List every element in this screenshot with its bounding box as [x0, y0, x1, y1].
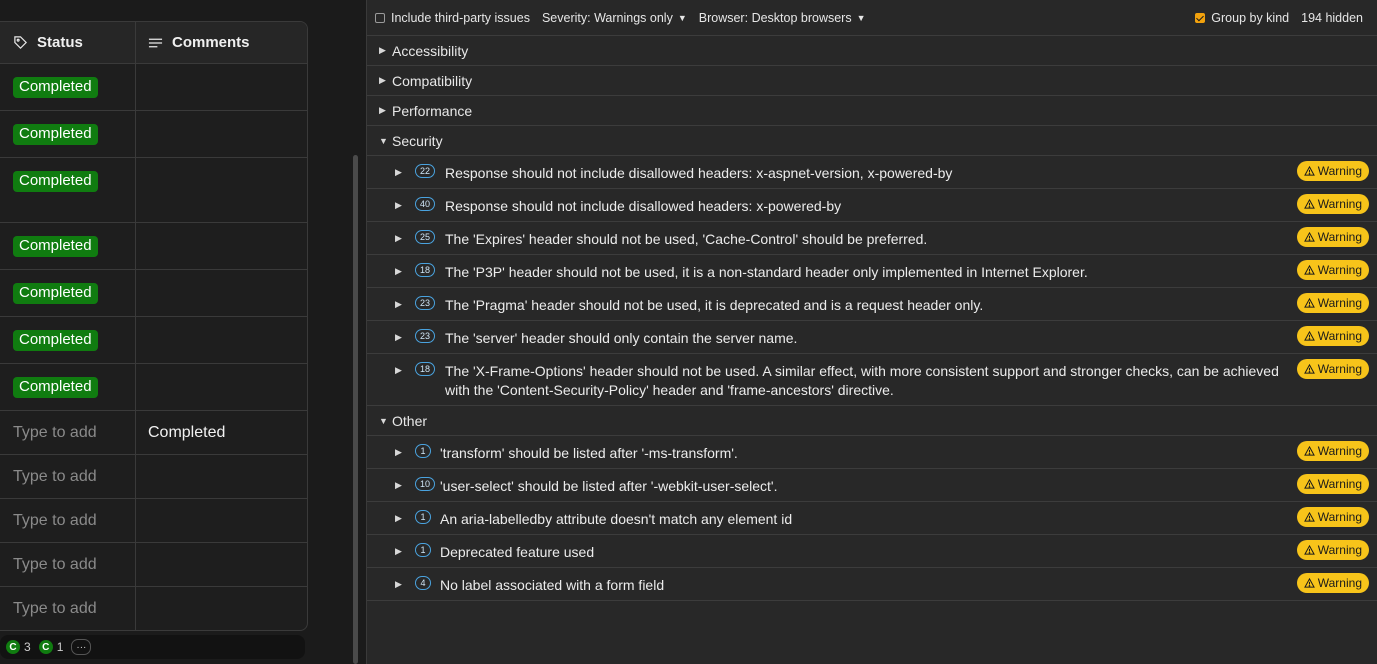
severity-dropdown[interactable] [542, 11, 687, 25]
issue-count-badge: 23 [415, 329, 435, 343]
group-label: Other [392, 412, 428, 429]
issue-count-badge: 23 [415, 296, 435, 310]
issue-count-badge: 4 [415, 576, 431, 590]
warning-label: Warning [1317, 444, 1362, 458]
issue-row[interactable] [367, 288, 1377, 321]
issue-title: The 'Expires' header should not be used, 'Cache-Control' should be preferred. [445, 231, 928, 247]
issue-row[interactable] [367, 436, 1377, 469]
comment-cell[interactable] [136, 111, 307, 157]
status-placeholder: Type to add [13, 600, 97, 617]
warning-icon [1304, 298, 1315, 308]
severity-label: Severity: [541, 10, 591, 25]
status-cell[interactable] [0, 317, 136, 363]
other-issues-list [367, 436, 1377, 601]
group-label: Accessibility [392, 42, 469, 59]
warning-label: Warning [1317, 164, 1362, 178]
status-cell[interactable] [0, 455, 136, 498]
comments-column-header[interactable] [136, 22, 307, 63]
issue-count-badge: 25 [415, 230, 435, 244]
table-row [0, 455, 307, 499]
toolbar-right [1195, 0, 1363, 36]
warning-label: Warning [1317, 510, 1362, 524]
warning-label: Warning [1317, 296, 1362, 310]
warning-label: Warning [1317, 362, 1362, 376]
issue-row[interactable] [367, 222, 1377, 255]
expand-arrow-icon[interactable]: ▶ [395, 167, 402, 177]
warning-icon [1304, 364, 1315, 374]
status-pill[interactable]: Completed [13, 124, 98, 145]
include-third-party-toggle[interactable] [375, 11, 530, 25]
expand-arrow-icon[interactable]: ▶ [395, 447, 402, 457]
comment-cell[interactable] [136, 499, 307, 542]
warning-icon [1304, 512, 1315, 522]
issue-row[interactable] [367, 502, 1377, 535]
expand-arrow-icon: ▶ [379, 75, 386, 85]
expand-arrow-icon[interactable]: ▶ [395, 233, 402, 243]
issues-pane [367, 0, 1377, 664]
group-compatibility[interactable] [367, 66, 1377, 96]
table-row [0, 158, 307, 223]
caret-down-icon: ▼ [677, 12, 687, 23]
status-pill[interactable]: Completed [13, 330, 98, 351]
warning-icon [1304, 446, 1315, 456]
warning-icon [1304, 331, 1315, 341]
status-cell[interactable] [0, 111, 136, 157]
comment-cell[interactable] [136, 317, 307, 363]
status-pill[interactable]: Completed [13, 77, 98, 98]
issue-row[interactable] [367, 156, 1377, 189]
collapse-arrow-icon: ▼ [379, 135, 388, 146]
status-pill[interactable]: Completed [13, 236, 98, 257]
status-header-label: Status [37, 34, 83, 51]
browser-dropdown[interactable] [699, 11, 866, 25]
table-row [0, 411, 307, 455]
comment-cell[interactable] [136, 223, 307, 269]
table-row [0, 317, 307, 364]
completed-count: 3 [24, 640, 31, 654]
expand-arrow-icon[interactable]: ▶ [395, 579, 402, 589]
table-row [0, 543, 307, 587]
table-row [0, 270, 307, 317]
status-cell[interactable] [0, 499, 136, 542]
comment-cell[interactable] [136, 364, 307, 410]
comment-cell[interactable] [136, 587, 307, 631]
status-pill[interactable]: Completed [13, 171, 98, 192]
issue-row[interactable] [367, 568, 1377, 601]
issue-title: Deprecated feature used [440, 544, 595, 560]
expand-arrow-icon[interactable]: ▶ [395, 332, 402, 342]
group-performance[interactable] [367, 96, 1377, 126]
browser-value: Desktop browsers [751, 10, 852, 25]
issue-row[interactable] [367, 189, 1377, 222]
issue-count-badge: 22 [415, 164, 435, 178]
issue-title: An aria-labelledby attribute doesn't match any element id [440, 511, 793, 527]
group-security[interactable] [367, 126, 1377, 156]
expand-arrow-icon: ▶ [379, 45, 386, 55]
tracker-pane [0, 0, 358, 664]
expand-arrow-icon[interactable]: ▶ [395, 299, 402, 309]
status-placeholder: Type to add [13, 468, 97, 485]
warning-badge [1297, 194, 1369, 214]
warning-label: Warning [1317, 197, 1362, 211]
completed-count-badge[interactable] [6, 640, 31, 654]
group-other[interactable] [367, 406, 1377, 436]
expand-arrow-icon: ▶ [379, 105, 386, 115]
status-placeholder: Type to add [13, 512, 97, 529]
browser-label: Browser: [698, 10, 749, 25]
comment-cell[interactable] [136, 411, 307, 454]
expand-arrow-icon[interactable]: ▶ [395, 266, 402, 276]
status-column-header[interactable] [0, 22, 136, 63]
status-cell[interactable] [0, 270, 136, 316]
warning-label: Warning [1317, 263, 1362, 277]
table-row [0, 499, 307, 543]
issue-title: Response should not include disallowed headers: x-powered-by [445, 198, 842, 214]
tag-icon [13, 35, 28, 50]
issues-toolbar [367, 0, 1377, 36]
warning-icon [1304, 578, 1315, 588]
third-party-checkbox[interactable] [375, 13, 385, 23]
status-cell[interactable] [0, 223, 136, 269]
issue-title: No label associated with a form field [440, 577, 665, 593]
warning-badge [1297, 540, 1369, 560]
expand-arrow-icon[interactable]: ▶ [395, 546, 402, 556]
issue-title: The 'X-Frame-Options' header should not be used. A similar effect, with more consistent support and stronger checks, can be achieved with the 'Content-Security-Policy' header and 'frame-ancestors' directive. [445, 363, 1279, 398]
status-cell[interactable] [0, 364, 136, 410]
status-cell[interactable] [0, 587, 136, 631]
comment-cell[interactable] [136, 158, 307, 222]
vertical-scrollbar[interactable] [353, 155, 358, 664]
table-header [0, 22, 307, 64]
issue-count-badge: 40 [415, 197, 435, 211]
table-row [0, 111, 307, 158]
warning-icon [1304, 265, 1315, 275]
table-row [0, 223, 307, 270]
warning-label: Warning [1317, 477, 1362, 491]
issue-count-badge: 1 [415, 444, 431, 458]
status-cell[interactable] [0, 64, 136, 110]
issue-row[interactable] [367, 469, 1377, 502]
issue-count-badge: 1 [415, 510, 431, 524]
completed-initial: C [6, 640, 20, 654]
status-cell[interactable] [0, 411, 136, 454]
status-pill[interactable]: Completed [13, 377, 98, 398]
comment-cell[interactable] [136, 270, 307, 316]
issue-count-badge: 1 [415, 543, 431, 557]
status-cell[interactable] [0, 543, 136, 586]
collapse-arrow-icon: ▼ [379, 415, 388, 426]
warning-label: Warning [1317, 329, 1362, 343]
warning-badge [1297, 573, 1369, 593]
table-row [0, 64, 307, 111]
warning-badge [1297, 293, 1369, 313]
comment-count: 1 [56, 640, 64, 654]
expand-arrow-icon[interactable]: ▶ [395, 513, 402, 523]
warning-label: Warning [1317, 543, 1362, 557]
warning-label: Warning [1317, 230, 1362, 244]
table-row [0, 587, 307, 631]
warning-icon [1304, 479, 1315, 489]
comments-header-label: Comments [172, 34, 250, 51]
security-issues-list [367, 156, 1377, 406]
group-accessibility[interactable] [367, 36, 1377, 66]
hidden-count: 194 hidden [1301, 11, 1363, 25]
issue-title: 'user-select' should be listed after '-webkit-user-select'. [440, 478, 778, 494]
comment-cell[interactable] [136, 543, 307, 586]
warning-badge [1297, 359, 1369, 379]
issue-row[interactable] [367, 354, 1377, 406]
issue-count-badge: 18 [415, 362, 435, 376]
third-party-label: Include third-party issues [391, 10, 530, 25]
group-by-kind-toggle[interactable] [1195, 11, 1289, 25]
group-label: Performance [392, 102, 473, 119]
issue-row[interactable] [367, 321, 1377, 354]
table-body [0, 64, 307, 631]
group-label: Compatibility [392, 72, 473, 89]
status-placeholder: Type to add [13, 556, 97, 573]
issue-title: 'transform' should be listed after '-ms-transform'. [440, 445, 738, 461]
expand-arrow-icon[interactable]: ▶ [395, 480, 402, 490]
expand-arrow-icon[interactable]: ▶ [395, 365, 402, 375]
caret-down-icon: ▼ [856, 12, 866, 23]
issue-count-badge: 10 [415, 477, 435, 491]
status-placeholder: Type to add [13, 424, 97, 441]
issue-count-badge: 18 [415, 263, 435, 277]
warning-badge [1297, 474, 1369, 494]
status-table [0, 21, 308, 631]
issue-title: The 'P3P' header should not be used, it is a non-standard header only implemented in Internet Explorer. [445, 264, 1088, 280]
text-lines-icon [148, 37, 163, 49]
warning-badge [1297, 161, 1369, 181]
comment-text: Completed [148, 424, 226, 441]
comment-cell[interactable] [136, 64, 307, 110]
warning-badge [1297, 326, 1369, 346]
warning-badge [1297, 507, 1369, 527]
warning-icon [1304, 232, 1315, 242]
issue-row[interactable] [367, 255, 1377, 288]
warning-icon [1304, 545, 1315, 555]
comment-cell[interactable] [136, 455, 307, 498]
status-pill[interactable]: Completed [13, 283, 98, 304]
comment-count-badge[interactable] [39, 640, 64, 654]
warning-badge [1297, 441, 1369, 461]
severity-value: Warnings only [594, 10, 673, 25]
status-cell[interactable] [0, 158, 136, 222]
issue-title: The 'server' header should only contain the server name. [445, 330, 798, 346]
warning-badge [1297, 227, 1369, 247]
table-row [0, 364, 307, 411]
comment-initial: C [39, 640, 53, 654]
warning-icon [1304, 166, 1315, 176]
group-label: Security [392, 132, 443, 149]
status-summary-bar [0, 635, 305, 659]
warning-badge [1297, 260, 1369, 280]
issue-row[interactable] [367, 535, 1377, 568]
issue-title: The 'Pragma' header should not be used, it is deprecated and is a request header only. [445, 297, 984, 313]
expand-arrow-icon[interactable]: ▶ [395, 200, 402, 210]
group-by-kind-checkbox[interactable] [1195, 13, 1205, 23]
more-options-icon[interactable]: ··· [71, 639, 91, 655]
warning-label: Warning [1317, 576, 1362, 590]
warning-icon [1304, 199, 1315, 209]
issue-title: Response should not include disallowed headers: x-aspnet-version, x-powered-by [445, 165, 953, 181]
group-by-kind-label: Group by kind [1211, 11, 1290, 25]
